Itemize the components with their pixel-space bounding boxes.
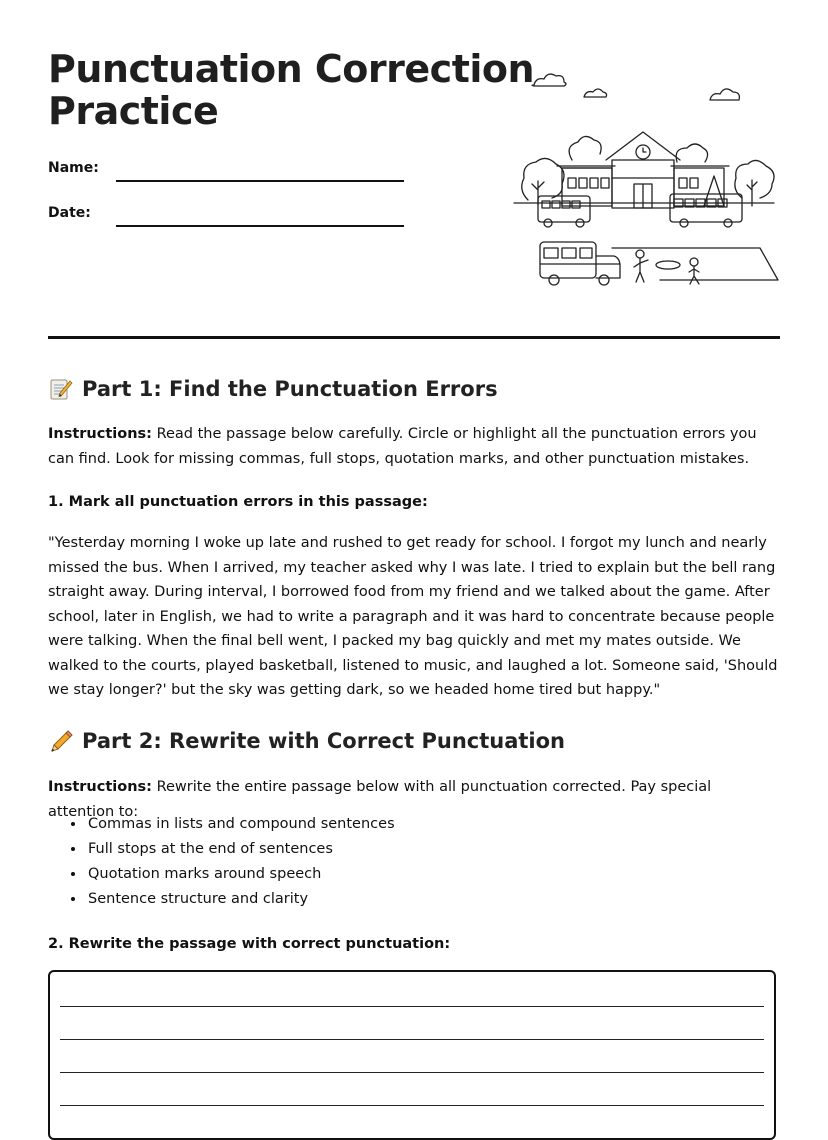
rewrite-answer-box[interactable] xyxy=(48,970,776,1140)
list-item: • Quotation marks around speech xyxy=(86,862,395,887)
part2-instructions-label: Instructions: xyxy=(48,779,152,795)
list-item: • Commas in lists and compound sentences xyxy=(86,812,395,837)
worksheet-header xyxy=(48,0,780,340)
header-divider xyxy=(48,336,780,339)
school-scene-illustration xyxy=(512,60,782,300)
pencil-icon xyxy=(48,728,74,754)
list-item: • Full stops at the end of sentences xyxy=(86,837,395,862)
focus-list xyxy=(48,812,395,912)
name-field[interactable] xyxy=(116,180,404,182)
part1-instructions-text: Read the passage below carefully. Circle or highlight all the punctuation errors you can find. Look for missing commas, full stops, quotation marks, and other punctuation mistakes. xyxy=(48,426,757,467)
page-title xyxy=(48,48,534,132)
part1-heading-text: Part 1: Find the Punctuation Errors xyxy=(82,377,498,401)
writing-line[interactable] xyxy=(60,1006,764,1007)
worksheet xyxy=(48,0,780,952)
writing-line[interactable] xyxy=(60,1105,764,1106)
question-2: 2. Rewrite the passage with correct punctuation: xyxy=(48,936,451,952)
part2-heading-text: Part 2: Rewrite with Correct Punctuation xyxy=(82,729,565,753)
part1-instructions-label: Instructions: xyxy=(48,426,152,442)
part1-instructions xyxy=(48,422,780,471)
part2-heading xyxy=(48,728,565,754)
part2-instructions-text: Rewrite the entire passage below with all punctuation corrected. Pay special attention to: xyxy=(48,779,712,820)
passage: "Yesterday morning I woke up late and rushed to get ready for school. I forgot my lunch and nearly missed the bus. When I arrived, my teacher asked why I was late. I tried to explain but the bell rang straight away. During interval, I borrowed food from my friend and we talked about the game. After school, later in English, we had to write a paragraph and it was hard to concentrate because people were talking. When the final bell went, I packed my bag quickly and met my mates outside. We walked to the courts, played basketball, listened to music, and laughed a lot. Someone said, 'Should we stay longer?' but the sky was getting dark, so we headed home tired but happy." xyxy=(48,535,778,698)
title-line-2: Practice xyxy=(48,89,219,133)
title-line-1: Punctuation Correction xyxy=(48,47,535,91)
writing-line[interactable] xyxy=(60,1072,764,1073)
writing-line[interactable] xyxy=(60,1039,764,1040)
list-item: • Sentence structure and clarity xyxy=(86,887,395,912)
part1-heading xyxy=(48,376,498,402)
memo-icon xyxy=(48,376,74,402)
date-field[interactable] xyxy=(116,225,404,227)
date-label: Date: xyxy=(48,205,91,221)
question-1: 1. Mark all punctuation errors in this passage: xyxy=(48,494,428,510)
name-label: Name: xyxy=(48,160,99,176)
